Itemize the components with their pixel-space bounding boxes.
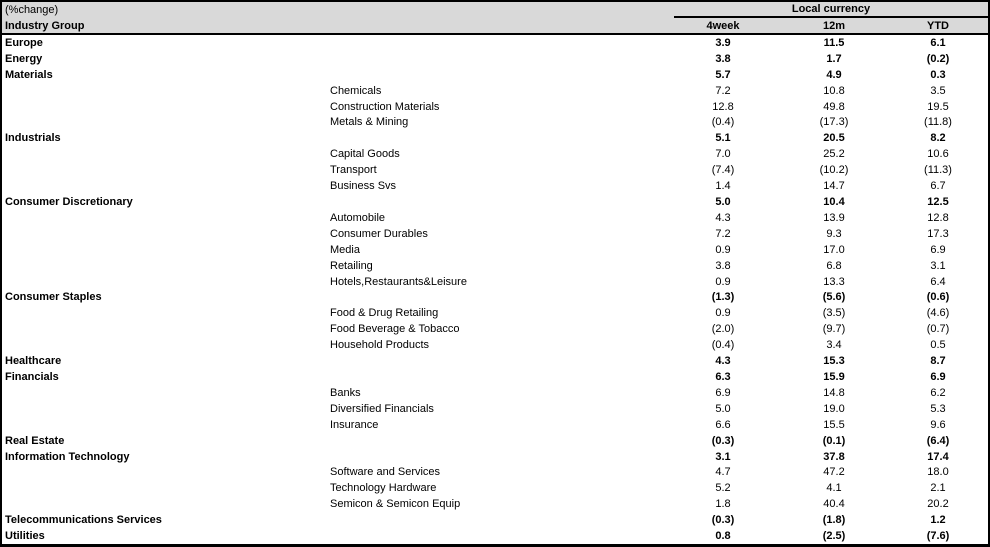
row-label: Capital Goods (330, 148, 400, 161)
cell-value: (0.1) (822, 434, 846, 447)
table-row-sub-industry (2, 178, 988, 194)
cell-value: 0.9 (715, 275, 731, 288)
cell-value: (1.3) (711, 291, 735, 304)
row-label: Software and Services (330, 466, 441, 479)
cell-value: 6.2 (930, 386, 946, 399)
cell-value: 1.4 (715, 180, 731, 193)
cell-value: 10.8 (823, 84, 845, 97)
row-label: Telecommunications Services (5, 514, 162, 527)
cell-value: 5.2 (715, 482, 731, 495)
row-label: Utilities (5, 530, 45, 543)
cell-value: 40.4 (823, 498, 845, 511)
cell-value: 7.2 (715, 227, 731, 240)
cell-value: 0.3 (930, 68, 946, 81)
cell-value: 19.5 (927, 100, 949, 113)
table-header (2, 2, 988, 35)
cell-value: 12.5 (927, 196, 949, 209)
cell-value: 0.8 (715, 530, 731, 543)
table-row-sub-industry (2, 337, 988, 353)
column-header-4week: 4week (706, 19, 740, 32)
row-label: Insurance (330, 418, 379, 431)
row-label: Healthcare (5, 355, 62, 368)
cell-value: 7.2 (715, 84, 731, 97)
cell-value: 12.8 (927, 211, 949, 224)
cell-value: 0.9 (715, 243, 731, 256)
cell-value: 1.8 (715, 498, 731, 511)
cell-value: 8.2 (930, 132, 946, 145)
table-row-sub-industry (2, 305, 988, 321)
table-row-sub-industry (2, 242, 988, 258)
column-header-12m: 12m (822, 19, 846, 32)
table-row-industry-group (2, 512, 988, 528)
cell-value: 3.8 (715, 52, 731, 65)
table-row-industry-group (2, 194, 988, 210)
row-label: Europe (5, 36, 43, 49)
table-row-sub-industry (2, 115, 988, 131)
cell-value: (0.3) (711, 434, 735, 447)
table-row-sub-industry (2, 496, 988, 512)
table-body (2, 35, 988, 544)
cell-value: (0.4) (711, 339, 735, 352)
row-label: Real Estate (5, 434, 65, 447)
cell-value: (0.6) (926, 291, 950, 304)
cell-value: 1.7 (826, 52, 842, 65)
table-row-sub-industry (2, 146, 988, 162)
cell-value: 6.7 (930, 180, 946, 193)
table-row-sub-industry (2, 464, 988, 480)
cell-value: (7.4) (711, 164, 735, 177)
cell-value: 6.9 (930, 243, 946, 256)
table-row-sub-industry (2, 210, 988, 226)
table-row-sub-industry (2, 99, 988, 115)
row-label: Metals & Mining (330, 116, 409, 129)
cell-value: (5.6) (822, 291, 846, 304)
cell-value: 3.4 (826, 339, 842, 352)
cell-value: 3.1 (715, 450, 731, 463)
cell-value: 13.9 (823, 211, 845, 224)
cell-value: 6.3 (715, 370, 731, 383)
table-row-sub-industry (2, 274, 988, 290)
cell-value: 4.3 (715, 211, 731, 224)
cell-value: 25.2 (823, 148, 845, 161)
table-row-sub-industry (2, 417, 988, 433)
cell-value: 6.9 (715, 386, 731, 399)
cell-value: 14.7 (823, 180, 845, 193)
cell-value: 9.3 (826, 227, 842, 240)
cell-value: 3.8 (715, 259, 731, 272)
cell-value: (0.4) (711, 116, 735, 129)
local-currency-label: Local currency (791, 3, 871, 15)
table-row-industry-group (2, 353, 988, 369)
row-label: Household Products (330, 339, 430, 352)
cell-value: 37.8 (823, 450, 845, 463)
table-row-sub-industry (2, 385, 988, 401)
cell-value: 5.0 (715, 196, 731, 209)
cell-value: (3.5) (822, 307, 846, 320)
cell-value: 3.9 (715, 36, 731, 49)
cell-value: 20.5 (823, 132, 845, 145)
cell-value: 14.8 (823, 386, 845, 399)
table-row-industry-group (2, 449, 988, 465)
row-label: Business Svs (330, 180, 397, 193)
table-row-sub-industry (2, 480, 988, 496)
cell-value: 4.9 (826, 68, 842, 81)
cell-value: 12.8 (712, 100, 734, 113)
row-label: Diversified Financials (330, 402, 434, 415)
table-row-sub-industry (2, 321, 988, 337)
cell-value: (2.0) (711, 323, 735, 336)
cell-value: 15.3 (823, 355, 845, 368)
cell-value: 15.5 (823, 418, 845, 431)
cell-value: 10.6 (927, 148, 949, 161)
cell-value: 49.8 (823, 100, 845, 113)
row-label: Food Beverage & Tobacco (330, 323, 460, 336)
table-row-industry-group (2, 51, 988, 67)
row-label: Automobile (330, 211, 386, 224)
table-row-sub-industry (2, 162, 988, 178)
cell-value: 5.0 (715, 402, 731, 415)
cell-value: 3.1 (930, 259, 946, 272)
cell-value: 13.3 (823, 275, 845, 288)
row-label: Consumer Durables (330, 227, 428, 240)
cell-value: (0.2) (926, 52, 950, 65)
cell-value: (0.7) (926, 323, 950, 336)
cell-value: 5.3 (930, 402, 946, 415)
cell-value: 4.7 (715, 466, 731, 479)
cell-value: 18.0 (927, 466, 949, 479)
row-label: Materials (5, 68, 53, 81)
row-label: Financials (5, 370, 59, 383)
table-row-industry-group (2, 290, 988, 306)
cell-value: 15.9 (823, 370, 845, 383)
cell-value: 5.7 (715, 68, 731, 81)
cell-value: 6.8 (826, 259, 842, 272)
header-row-columns (2, 18, 988, 33)
cell-value: 6.9 (930, 370, 946, 383)
cell-value: (10.2) (819, 164, 849, 177)
row-label: Construction Materials (330, 100, 440, 113)
table-row-industry-group (2, 130, 988, 146)
cell-value: 20.2 (927, 498, 949, 511)
local-currency-group-header (674, 2, 988, 18)
header-row-top (2, 2, 988, 18)
table-row-industry-group (2, 433, 988, 449)
cell-value: 0.5 (930, 339, 946, 352)
row-label: Food & Drug Retailing (330, 307, 439, 320)
row-label: Media (330, 243, 360, 256)
cell-value: (1.8) (822, 514, 846, 527)
cell-value: (2.5) (822, 530, 846, 543)
cell-value: 9.6 (930, 418, 946, 431)
cell-value: (11.3) (924, 164, 952, 177)
table-row-industry-group (2, 67, 988, 83)
row-label: Technology Hardware (330, 482, 437, 495)
cell-value: (9.7) (822, 323, 846, 336)
cell-value: 47.2 (823, 466, 845, 479)
row-label: Semicon & Semicon Equip (330, 498, 461, 511)
cell-value: 4.3 (715, 355, 731, 368)
cell-value: 0.9 (715, 307, 731, 320)
cell-value: 4.1 (826, 482, 842, 495)
row-label: Consumer Staples (5, 291, 102, 304)
cell-value: 3.5 (930, 84, 946, 97)
row-label: Retailing (330, 259, 373, 272)
cell-value: (17.3) (819, 116, 849, 129)
cell-value: 17.0 (823, 243, 845, 256)
cell-value: 10.4 (823, 196, 845, 209)
cell-value: (6.4) (926, 434, 950, 447)
cell-value: 6.6 (715, 418, 731, 431)
row-label: Transport (330, 164, 377, 177)
cell-value: 8.7 (930, 355, 946, 368)
cell-value: (11.8) (924, 116, 952, 129)
row-label: Consumer Discretionary (5, 196, 133, 209)
table-row-industry-group (2, 35, 988, 51)
cell-value: 5.1 (715, 132, 731, 145)
cell-value: 11.5 (823, 36, 845, 49)
table-row-sub-industry (2, 258, 988, 274)
column-header-ytd: YTD (927, 19, 949, 32)
industry-group-column-header: Industry Group (5, 19, 85, 32)
cell-value: (0.3) (711, 514, 735, 527)
row-label: Chemicals (330, 84, 382, 97)
table-row-industry-group (2, 369, 988, 385)
row-label: Energy (5, 52, 43, 65)
cell-value: (4.6) (926, 307, 950, 320)
row-label: Banks (330, 386, 361, 399)
cell-value: 17.3 (927, 227, 949, 240)
cell-value: 6.4 (930, 275, 946, 288)
row-label: Information Technology (5, 450, 130, 463)
cell-value: 17.4 (927, 450, 949, 463)
percent-change-note: (%change) (5, 4, 59, 16)
cell-value: (7.6) (926, 530, 950, 543)
table-row-industry-group (2, 528, 988, 544)
row-label: Hotels,Restaurants&Leisure (330, 275, 467, 288)
cell-value: 7.0 (715, 148, 731, 161)
table-row-sub-industry (2, 226, 988, 242)
cell-value: 2.1 (930, 482, 946, 495)
cell-value: 1.2 (930, 514, 946, 527)
cell-value: 6.1 (930, 36, 946, 49)
row-label: Industrials (5, 132, 61, 145)
table-row-sub-industry (2, 401, 988, 417)
cell-value: 19.0 (823, 402, 845, 415)
table-row-sub-industry (2, 83, 988, 99)
